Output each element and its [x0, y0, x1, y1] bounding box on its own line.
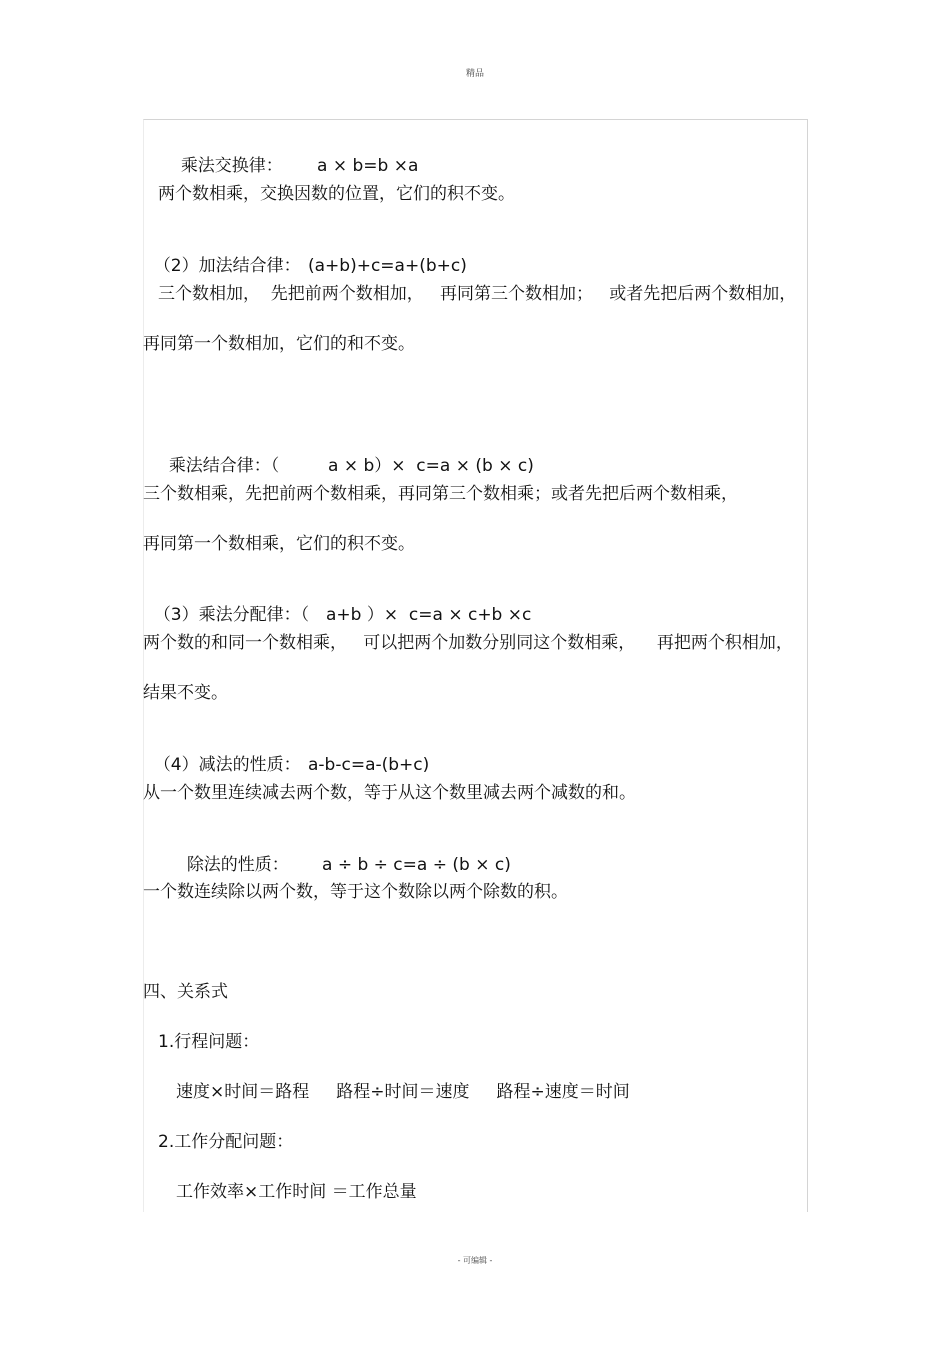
subtraction-property: [143, 732, 430, 776]
law-formula: a × b）× c=a × (b × c): [328, 456, 534, 476]
text-line: 再同第一个数相加，它们的和不变。: [143, 334, 415, 354]
text-line: 从一个数里连续减去两个数，等于从这个数里减去两个减数的和。: [143, 783, 636, 803]
law-label: （2）加法结合律：: [153, 256, 301, 276]
text-line: 再同第一个数相乘，它们的积不变。: [143, 534, 415, 554]
text-line: 结果不变。: [143, 683, 228, 703]
multiplication-commutative-law: [170, 133, 419, 177]
subsection-heading: 1.行程问题：: [158, 1032, 260, 1052]
law-label: 乘法结合律：（: [168, 456, 280, 476]
law-formula: a-b-c=a-(b+c): [308, 755, 430, 775]
law-formula: a+b ）× c=a × c+b ×c: [326, 605, 532, 625]
law-formula: a ÷ b ÷ c=a ÷ (b × c): [322, 855, 511, 875]
law-formula: (a+b)+c=a+(b+c): [308, 256, 467, 276]
addition-associative-law: [143, 233, 467, 277]
law-label: （3）乘法分配律：（: [153, 605, 310, 625]
subsection-heading: 2.工作分配问题：: [158, 1132, 294, 1152]
header-watermark: 精品: [465, 69, 484, 79]
multiplication-associative-law: [158, 433, 534, 477]
law-label: 乘法交换律：: [180, 156, 283, 176]
multiplication-distributive-law: [143, 582, 532, 626]
law-formula: a × b=b ×a: [317, 156, 419, 176]
formula-line: 速度×时间＝路程 路程÷时间＝速度 路程÷速度＝时间: [176, 1082, 630, 1102]
text-line: 两个数的和同一个数相乘， 可以把两个加数分别同这个数相乘， 再把两个积相加，: [143, 633, 793, 653]
law-label: （4）减法的性质：: [153, 755, 301, 775]
text-line: 两个数相乘，交换因数的位置，它们的积不变。: [158, 184, 515, 204]
text-line: 一个数连续除以两个数，等于这个数除以两个除数的积。: [143, 882, 568, 902]
text-line: 三个数相加， 先把前两个数相加， 再同第三个数相加； 或者先把后两个数相加，: [158, 284, 797, 304]
formula-line: 工作效率×工作时间 ＝工作总量: [176, 1182, 417, 1202]
text-line: 三个数相乘，先把前两个数相乘，再同第三个数相乘；或者先把后两个数相乘，: [143, 484, 738, 504]
section-heading: 四、关系式: [143, 982, 228, 1002]
footer-watermark: - 可编辑 -: [457, 1256, 493, 1265]
division-property: [176, 832, 511, 876]
law-label: 除法的性质：: [186, 855, 289, 875]
